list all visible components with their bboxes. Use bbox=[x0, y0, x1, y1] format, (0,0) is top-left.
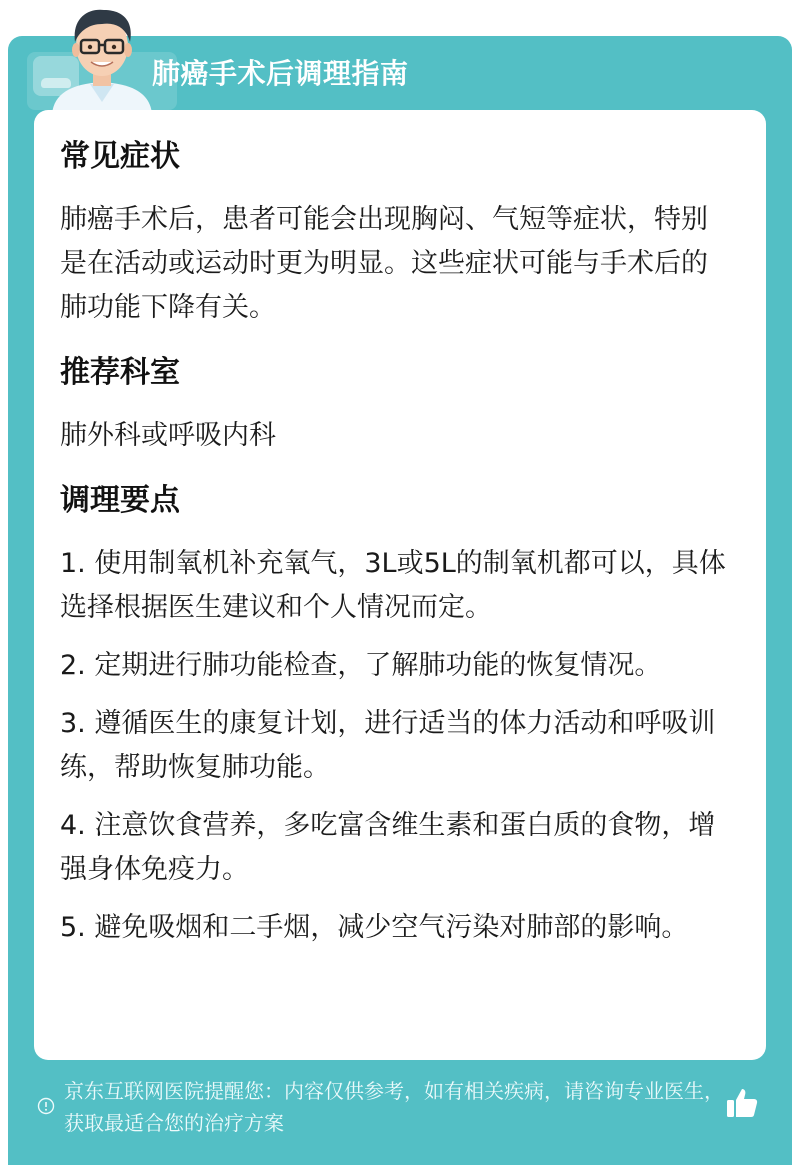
care-item-5: 5. 避免吸烟和二手烟，减少空气污染对肺部的影响。 bbox=[60, 912, 689, 943]
care-item-3: 3. 遵循医生的康复计划，进行适当的体力活动和呼吸训练，帮助恢复肺功能。 bbox=[60, 708, 716, 783]
symptoms-text: 肺癌手术后，患者可能会出现胸闷、气短等症状，特别是在活动或运动时更为明显。这些症状可能与手术后的肺功能下降有关。 bbox=[60, 204, 708, 323]
disclaimer-text: 京东互联网医院提醒您：内容仅供参考，如有相关疾病，请咨询专业医生，获取最适合您的治疗方案 bbox=[64, 1079, 724, 1135]
thumbs-up-icon[interactable] bbox=[724, 1085, 760, 1121]
info-icon bbox=[37, 1097, 55, 1115]
symptoms-heading: 常见症状 bbox=[60, 139, 180, 174]
care-heading: 调理要点 bbox=[60, 483, 180, 518]
care-item-2: 2. 定期进行肺功能检查，了解肺功能的恢复情况。 bbox=[60, 650, 662, 681]
doctor-avatar-icon bbox=[44, 2, 160, 114]
department-text: 肺外科或呼吸内科 bbox=[60, 420, 276, 451]
care-item-1: 1. 使用制氧机补充氧气，3L或5L的制氧机都可以，具体选择根据医生建议和个人情况而定。 bbox=[60, 548, 726, 623]
page-title: 肺癌手术后调理指南 bbox=[152, 57, 409, 90]
department-heading: 推荐科室 bbox=[60, 355, 180, 390]
care-item-4: 4. 注意饮食营养，多吃富含维生素和蛋白质的食物，增强身体免疫力。 bbox=[60, 810, 716, 885]
content-card bbox=[34, 110, 766, 1060]
